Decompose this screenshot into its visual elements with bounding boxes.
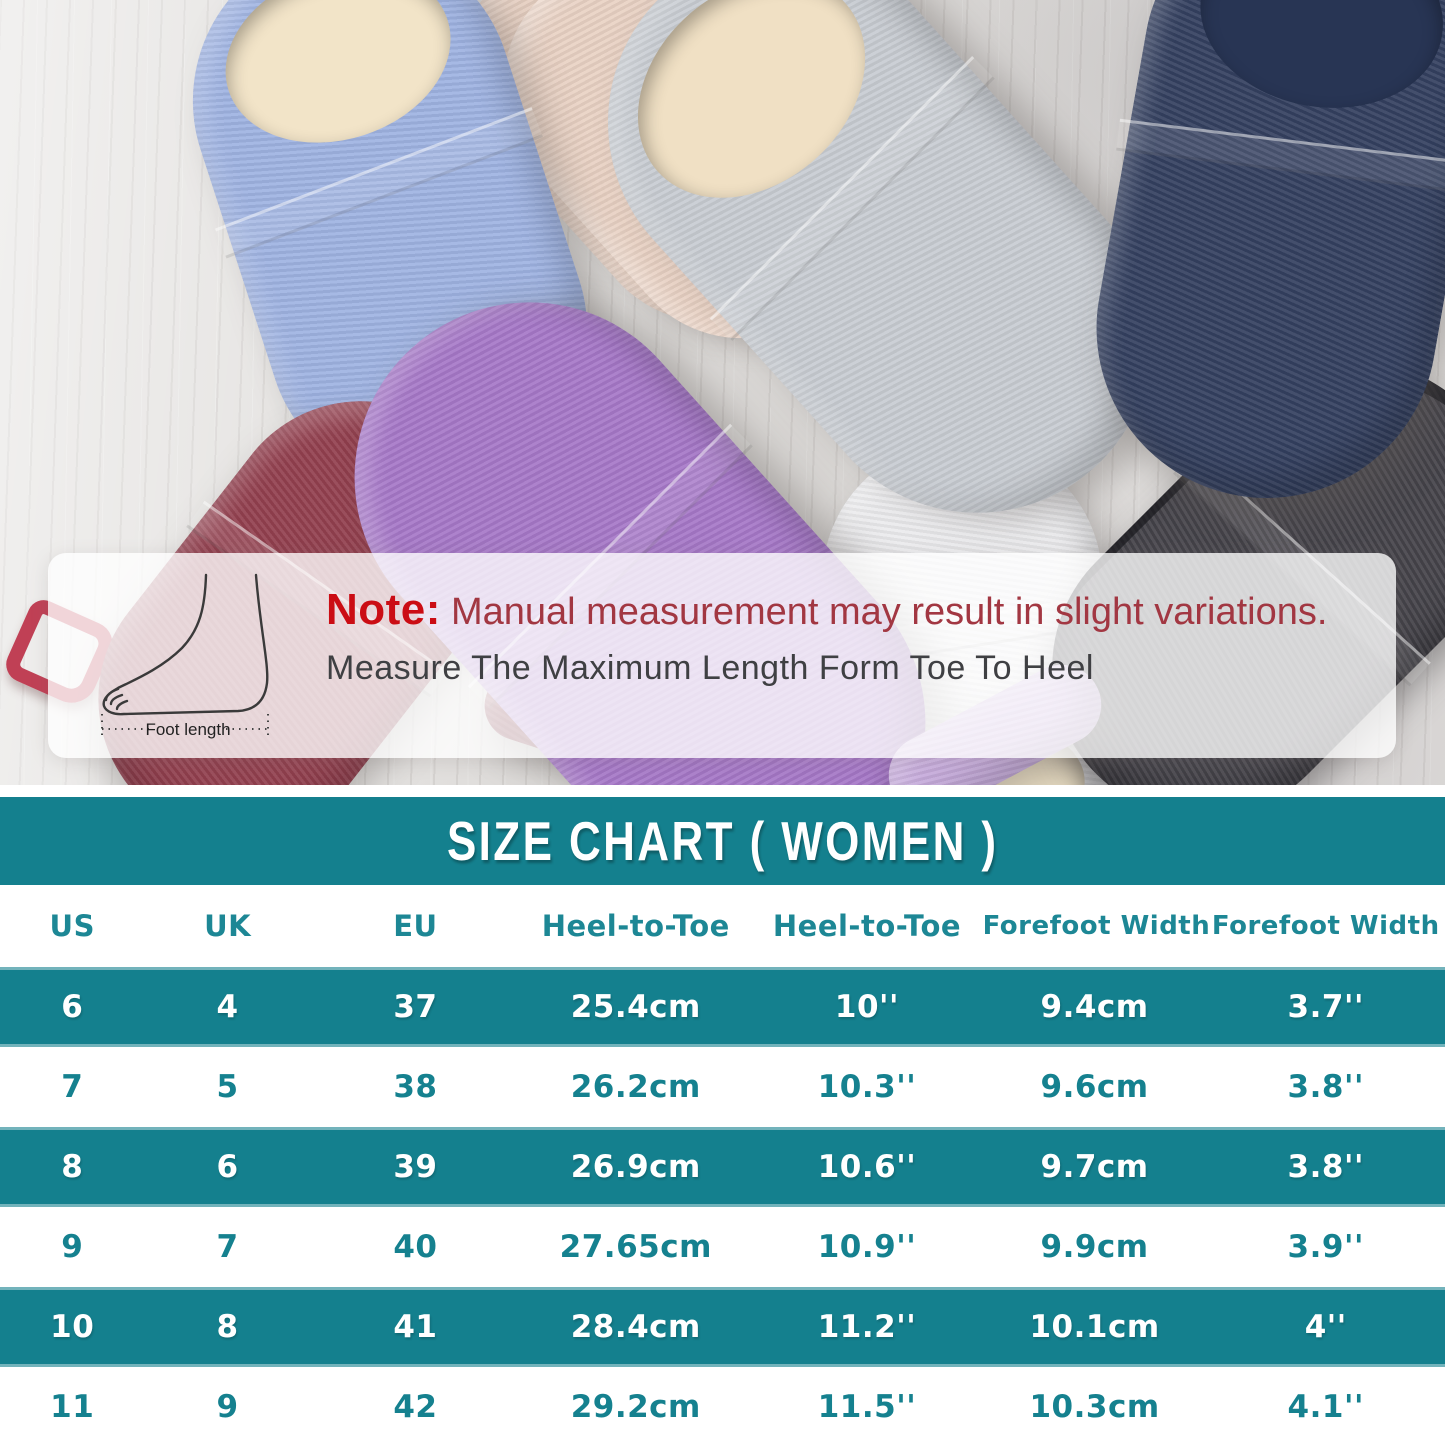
table-cell: 40: [393, 1229, 438, 1265]
navy-slipper: [1070, 0, 1445, 525]
table-cell: 37: [393, 989, 438, 1025]
size-chart-rows: [0, 967, 1445, 1447]
table-cell: 3.7'': [1287, 989, 1364, 1025]
table-cell: 10: [50, 1309, 95, 1345]
column-header: EU: [393, 909, 438, 943]
table-row: [0, 967, 1445, 1047]
table-cell: 11.5'': [817, 1389, 917, 1425]
table-cell: 28.4cm: [570, 1309, 701, 1345]
table-cell: 10.3'': [817, 1069, 917, 1105]
table-cell: 9.4cm: [1040, 989, 1149, 1025]
table-cell: 6: [216, 1149, 239, 1185]
table-cell: 11.2'': [817, 1309, 917, 1345]
table-cell: 7: [216, 1229, 239, 1265]
table-cell: 39: [393, 1149, 438, 1185]
table-cell: 10.9'': [817, 1229, 917, 1265]
table-row: [0, 1367, 1445, 1447]
table-cell: 38: [393, 1069, 438, 1105]
table-cell: 10.1cm: [1029, 1309, 1160, 1345]
size-chart-title-band: [0, 797, 1445, 885]
table-cell: 25.4cm: [570, 989, 701, 1025]
table-row: [0, 1207, 1445, 1287]
column-header: US: [49, 909, 95, 943]
table-row: [0, 1047, 1445, 1127]
table-cell: 5: [216, 1069, 239, 1105]
table-cell: 41: [393, 1309, 438, 1345]
table-cell: 29.2cm: [570, 1389, 701, 1425]
column-header: Forefoot Width: [1211, 911, 1440, 941]
table-cell: 11: [50, 1389, 95, 1425]
table-cell: 10.6'': [817, 1149, 917, 1185]
table-cell: 3.8'': [1287, 1069, 1364, 1105]
note-banner: [48, 553, 1396, 758]
table-cell: 42: [393, 1389, 438, 1425]
note-label: Note:: [326, 585, 441, 634]
column-header: Heel-to-Toe: [772, 909, 962, 943]
divider-gap: [0, 785, 1445, 797]
foot-length-label: Foot length: [145, 720, 231, 739]
table-cell: 9: [61, 1229, 84, 1265]
column-header: UK: [204, 909, 252, 943]
navy-slipper-trim: [1116, 119, 1445, 195]
navy-slipper-lining: [1185, 0, 1445, 126]
table-cell: 4: [216, 989, 239, 1025]
table-cell: 7: [61, 1069, 84, 1105]
table-cell: 3.9'': [1287, 1229, 1364, 1265]
note-text: Manual measurement may result in slight variations.: [450, 591, 1328, 633]
table-cell: 4.1'': [1287, 1389, 1364, 1425]
table-cell: 8: [216, 1309, 239, 1345]
table-cell: 6: [61, 989, 84, 1025]
table-cell: 8: [61, 1149, 84, 1185]
table-cell: 10'': [834, 989, 900, 1025]
table-cell: 4'': [1304, 1309, 1347, 1345]
table-cell: 26.2cm: [570, 1069, 701, 1105]
foot-measure-diagram: [88, 569, 320, 745]
table-cell: 3.8'': [1287, 1149, 1364, 1185]
table-cell: 9.6cm: [1040, 1069, 1149, 1105]
table-cell: 26.9cm: [570, 1149, 701, 1185]
note-line-1: [326, 585, 1376, 635]
table-cell: 27.65cm: [559, 1229, 712, 1265]
column-header: Heel-to-Toe: [541, 909, 730, 943]
table-row: [0, 1287, 1445, 1367]
size-chart-title: SIZE CHART ( WOMEN ): [446, 810, 999, 872]
column-header: Forefoot Width: [982, 911, 1211, 941]
table-cell: 9.9cm: [1040, 1229, 1149, 1265]
table-cell: 9.7cm: [1040, 1149, 1149, 1185]
table-cell: 9: [216, 1389, 239, 1425]
table-cell: 10.3cm: [1029, 1389, 1160, 1425]
table-row: [0, 1127, 1445, 1207]
note-subtext: Measure The Maximum Length Form Toe To Heel: [326, 649, 1094, 687]
column-header-row: [0, 885, 1445, 967]
